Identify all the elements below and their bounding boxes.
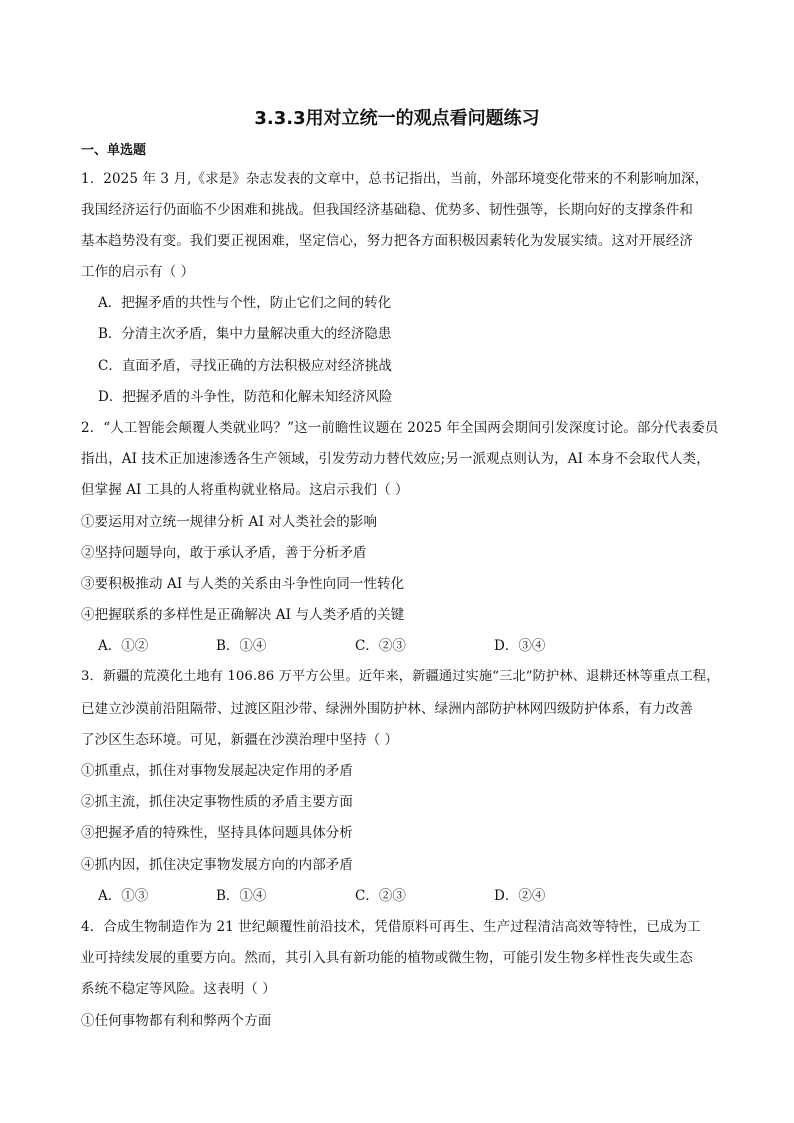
q2-statement: ③要积极推动 AI 与人类的关系由斗争性向同一性转化 xyxy=(81,576,405,592)
q3-choice-d: D．②④ xyxy=(494,888,546,904)
section-heading: 一、单选题 xyxy=(81,143,147,158)
q3-stem-line: 已建立沙漠前沿阻隔带、过渡区阻沙带、绿洲外围防护林、绿洲内部防护林网四级防护体系，有力改善 xyxy=(81,701,693,717)
q1-stem-line: 我国经济运行仍面临不少困难和挑战。但我国经济基础稳、优势多、韧性强等，长期向好的支撑条件和 xyxy=(81,202,693,218)
q3-statement: ④抓内因，抓住决定事物发展方向的内部矛盾 xyxy=(81,857,353,873)
q1-option-c: C．直面矛盾，寻找正确的方法积极应对经济挑战 xyxy=(98,358,392,374)
q1-stem-line: 1．2025 年 3 月,《求是》杂志发表的文章中，总书记指出，当前，外部环境变化带来的不利影响加深， xyxy=(81,171,709,187)
q2-choice-d: D．③④ xyxy=(494,638,546,654)
page-title: 3.3.3用对立统一的观点看问题练习 xyxy=(254,108,540,129)
q4-stem-line: 系统不稳定等风险。这表明（ ） xyxy=(81,981,276,997)
q1-option-b: B．分清主次矛盾，集中力量解决重大的经济隐患 xyxy=(98,326,392,342)
q3-choice-c: C．②③ xyxy=(355,888,406,904)
q4-stem-line: 业可持续发展的重要方向。然而，其引入具有新功能的植物或微生物，可能引发生物多样性丧失或生态 xyxy=(81,950,693,966)
q3-stem-line: 了沙区生态环境。可见，新疆在沙漠治理中坚持（ ） xyxy=(81,732,399,748)
q3-choice-b: B．①④ xyxy=(216,888,267,904)
q2-stem-line: 指出，AI 技术正加速渗透各生产领域，引发劳动力替代效应;另一派观点则认为，AI 本身不会取代人类， xyxy=(81,451,710,467)
q1-stem-line: 基本趋势没有变。我们要正视困难，坚定信心，努力把各方面积极因素转化为发展实绩。这对开展经济 xyxy=(81,233,693,249)
q2-choice-b: B．①④ xyxy=(216,638,267,654)
q1-option-d: D．把握矛盾的斗争性，防范和化解未知经济风险 xyxy=(98,389,393,405)
q2-choice-c: C．②③ xyxy=(355,638,406,654)
q2-statement: ②坚持问题导向，敢于承认矛盾，善于分析矛盾 xyxy=(81,545,367,561)
q2-stem-line: 但掌握 AI 工具的人将重构就业格局。这启示我们（ ） xyxy=(81,482,409,498)
q2-statement: ④把握联系的多样性是正确解决 AI 与人类矛盾的关键 xyxy=(81,607,405,623)
q2-choice-a: A．①② xyxy=(98,638,149,654)
q1-stem-line: 工作的启示有（ ） xyxy=(81,264,195,280)
q2-statement: ①要运用对立统一规律分析 AI 对人类社会的影响 xyxy=(81,514,378,530)
q3-statement: ①抓重点，抓住对事物发展起决定作用的矛盾 xyxy=(81,763,353,779)
q4-statement: ①任何事物都有利和弊两个方面 xyxy=(81,1013,272,1029)
q2-stem-line: 2．“人工智能会颠覆人类就业吗？”这一前瞻性议题在 2025 年全国两会期间引发深度讨论。部分代表委员 xyxy=(81,420,719,436)
q3-statement: ②抓主流，抓住决定事物性质的矛盾主要方面 xyxy=(81,794,353,810)
q3-statement: ③把握矛盾的特殊性，坚持具体问题具体分析 xyxy=(81,825,353,841)
q4-stem-line: 4．合成生物制造作为 21 世纪颠覆性前沿技术，凭借原料可再生、生产过程清洁高效等特性，已成为工 xyxy=(81,919,701,935)
q3-stem-line: 3．新疆的荒漠化土地有 106.86 万平方公里。近年来，新疆通过实施“三北”防护林、退耕还林等重点工程， xyxy=(81,669,720,684)
q3-choice-a: A．①③ xyxy=(98,888,149,904)
q1-option-a: A．把握矛盾的共性与个性，防止它们之间的转化 xyxy=(98,295,392,311)
